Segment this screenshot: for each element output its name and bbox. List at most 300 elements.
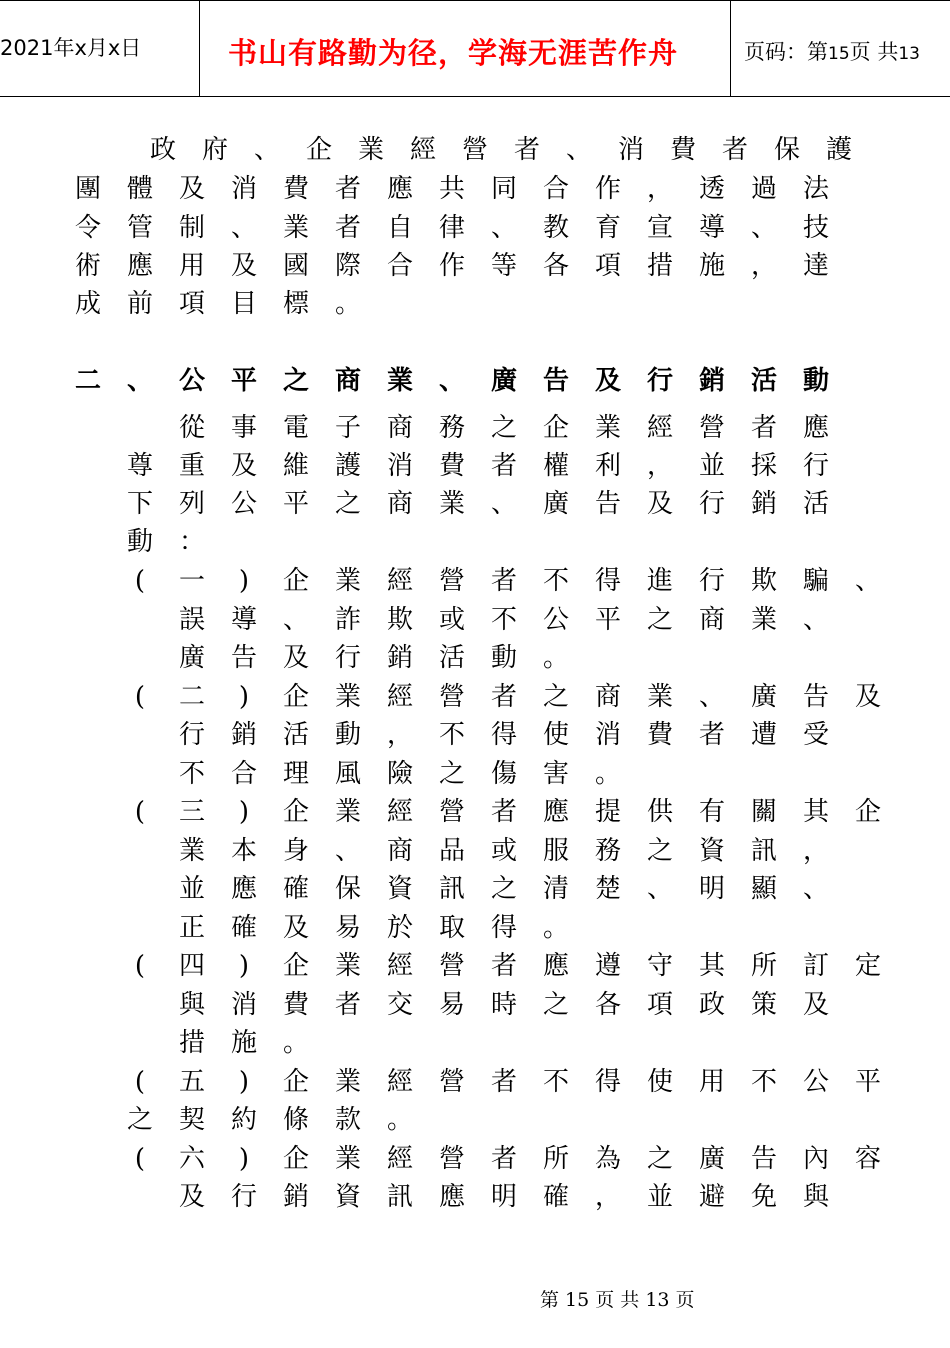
header-divider bbox=[199, 0, 200, 97]
glyph: ) bbox=[238, 951, 250, 981]
text-line bbox=[114, 1062, 894, 1102]
glyph: 六 bbox=[178, 1144, 205, 1174]
glyph: 公 bbox=[542, 605, 569, 635]
text-line bbox=[166, 754, 634, 794]
glyph: 營 bbox=[438, 1067, 465, 1097]
glyph: 經 bbox=[386, 566, 413, 596]
glyph: 銷 bbox=[230, 720, 257, 750]
text-line bbox=[114, 561, 894, 601]
glyph: 同 bbox=[490, 174, 517, 204]
glyph: 企 bbox=[282, 566, 309, 596]
glyph: 業 bbox=[334, 1144, 361, 1174]
glyph: 內 bbox=[802, 1144, 829, 1174]
glyph: 前 bbox=[126, 289, 153, 319]
glyph: 團 bbox=[74, 174, 101, 204]
glyph: 確 bbox=[542, 1182, 569, 1212]
glyph: 款 bbox=[334, 1105, 361, 1135]
glyph: 費 bbox=[646, 720, 673, 750]
glyph: 者 bbox=[334, 990, 361, 1020]
header-bottom-rule bbox=[0, 96, 950, 97]
glyph: 業 bbox=[750, 605, 777, 635]
header-top-rule bbox=[0, 0, 950, 1]
glyph: 者 bbox=[490, 566, 517, 596]
glyph: 動 bbox=[126, 527, 153, 557]
glyph: 府 bbox=[201, 135, 228, 165]
glyph: 動 bbox=[490, 643, 517, 673]
glyph: 技 bbox=[802, 213, 829, 243]
glyph: 行 bbox=[802, 451, 829, 481]
glyph: ( bbox=[134, 797, 146, 827]
glyph: 者 bbox=[334, 213, 361, 243]
text-line bbox=[166, 908, 582, 948]
glyph: 明 bbox=[698, 874, 725, 904]
header-page-number bbox=[744, 36, 920, 66]
glyph: 目 bbox=[230, 289, 257, 319]
glyph: 廣 bbox=[542, 489, 569, 519]
text-line bbox=[166, 869, 842, 909]
glyph: 經 bbox=[386, 1067, 413, 1097]
glyph: 商 bbox=[386, 836, 413, 866]
glyph: 得 bbox=[490, 720, 517, 750]
glyph: 之 bbox=[542, 990, 569, 1020]
glyph: 標 bbox=[282, 289, 309, 319]
glyph: 體 bbox=[126, 174, 153, 204]
glyph: 行 bbox=[646, 366, 673, 396]
glyph: 活 bbox=[750, 366, 777, 396]
glyph: 經 bbox=[646, 413, 673, 443]
glyph: 各 bbox=[594, 990, 621, 1020]
glyph: 之 bbox=[490, 413, 517, 443]
glyph: 業 bbox=[334, 566, 361, 596]
glyph: 平 bbox=[282, 489, 309, 519]
glyph: 者 bbox=[334, 174, 361, 204]
glyph: 騙 bbox=[802, 566, 829, 596]
glyph: 於 bbox=[386, 913, 413, 943]
glyph: 及 bbox=[230, 451, 257, 481]
text-line bbox=[114, 1139, 894, 1179]
glyph: 採 bbox=[750, 451, 777, 481]
glyph: 訂 bbox=[802, 951, 829, 981]
glyph: 應 bbox=[126, 251, 153, 281]
glyph: 之 bbox=[646, 605, 673, 635]
glyph: 消 bbox=[386, 451, 413, 481]
glyph: 行 bbox=[334, 643, 361, 673]
glyph: 不 bbox=[490, 605, 517, 635]
glyph: 易 bbox=[334, 913, 361, 943]
glyph: 供 bbox=[646, 797, 673, 827]
glyph: 使 bbox=[542, 720, 569, 750]
glyph: 三 bbox=[178, 797, 205, 827]
glyph: 害 bbox=[542, 759, 569, 789]
glyph: 消 bbox=[617, 135, 644, 165]
glyph: 不 bbox=[178, 759, 205, 789]
glyph: 從 bbox=[178, 413, 205, 443]
glyph: 或 bbox=[490, 836, 517, 866]
glyph: 平 bbox=[230, 366, 257, 396]
glyph: 風 bbox=[334, 759, 361, 789]
glyph: 告 bbox=[594, 489, 621, 519]
header-divider bbox=[730, 0, 731, 97]
glyph: 資 bbox=[698, 836, 725, 866]
glyph: ) bbox=[238, 797, 250, 827]
glyph: 廣 bbox=[698, 1144, 725, 1174]
glyph: 業 bbox=[282, 213, 309, 243]
glyph: 為 bbox=[594, 1144, 621, 1174]
glyph: 一 bbox=[178, 566, 205, 596]
glyph: 及 bbox=[282, 913, 309, 943]
glyph: 業 bbox=[334, 1067, 361, 1097]
glyph: 各 bbox=[542, 251, 569, 281]
glyph: 及 bbox=[282, 643, 309, 673]
glyph: 廣 bbox=[490, 366, 517, 396]
glyph: 務 bbox=[594, 836, 621, 866]
glyph: 者 bbox=[490, 1067, 517, 1097]
text-line bbox=[166, 1177, 842, 1217]
glyph: 消 bbox=[230, 990, 257, 1020]
glyph: 平 bbox=[594, 605, 621, 635]
text-line bbox=[62, 246, 842, 286]
glyph: 用 bbox=[698, 1067, 725, 1097]
glyph: 費 bbox=[282, 990, 309, 1020]
glyph: 護 bbox=[825, 135, 852, 165]
glyph: 營 bbox=[698, 413, 725, 443]
glyph: 資 bbox=[386, 874, 413, 904]
glyph: 教 bbox=[542, 213, 569, 243]
glyph: 營 bbox=[438, 682, 465, 712]
glyph: 易 bbox=[438, 990, 465, 1020]
glyph: 者 bbox=[490, 451, 517, 481]
glyph: 令 bbox=[74, 213, 101, 243]
glyph: 之 bbox=[438, 759, 465, 789]
glyph: 。 bbox=[386, 1105, 413, 1135]
glyph: 律 bbox=[438, 213, 465, 243]
glyph: 遵 bbox=[594, 951, 621, 981]
glyph: 欺 bbox=[386, 605, 413, 635]
glyph: 者 bbox=[490, 1144, 517, 1174]
glyph: 、 bbox=[565, 135, 592, 165]
page-total: 13 bbox=[898, 44, 920, 64]
glyph: 及 bbox=[178, 1182, 205, 1212]
glyph: 五 bbox=[178, 1067, 205, 1097]
glyph: 權 bbox=[542, 451, 569, 481]
glyph: 提 bbox=[594, 797, 621, 827]
glyph: 透 bbox=[698, 174, 725, 204]
glyph: 品 bbox=[438, 836, 465, 866]
glyph: 消 bbox=[594, 720, 621, 750]
glyph: 之 bbox=[334, 489, 361, 519]
glyph: 動 bbox=[802, 366, 829, 396]
glyph: ， bbox=[802, 836, 829, 866]
glyph: ( bbox=[134, 1067, 146, 1097]
page-prefix: 页码：第 bbox=[744, 40, 828, 64]
glyph: 理 bbox=[282, 759, 309, 789]
glyph: 所 bbox=[750, 951, 777, 981]
text-line bbox=[114, 446, 842, 486]
glyph: 管 bbox=[126, 213, 153, 243]
glyph: 費 bbox=[282, 174, 309, 204]
glyph: 者 bbox=[490, 951, 517, 981]
glyph: 活 bbox=[438, 643, 465, 673]
glyph: 及 bbox=[854, 682, 881, 712]
glyph: 活 bbox=[282, 720, 309, 750]
glyph: 者 bbox=[490, 682, 517, 712]
glyph: 企 bbox=[282, 1067, 309, 1097]
glyph: 廣 bbox=[750, 682, 777, 712]
glyph: 應 bbox=[542, 797, 569, 827]
glyph: 之 bbox=[490, 874, 517, 904]
glyph: 廣 bbox=[178, 643, 205, 673]
glyph: 四 bbox=[178, 951, 205, 981]
glyph: 商 bbox=[698, 605, 725, 635]
glyph: 業 bbox=[357, 135, 384, 165]
glyph: 業 bbox=[178, 836, 205, 866]
glyph: 、 bbox=[334, 836, 361, 866]
glyph: 及 bbox=[230, 251, 257, 281]
header-date: 2021年x月x日 bbox=[0, 36, 142, 60]
text-line bbox=[166, 715, 842, 755]
glyph: 正 bbox=[178, 913, 205, 943]
glyph: 之 bbox=[542, 682, 569, 712]
glyph: 營 bbox=[438, 1144, 465, 1174]
glyph: 得 bbox=[490, 913, 517, 943]
glyph: 業 bbox=[386, 366, 413, 396]
glyph: 遭 bbox=[750, 720, 777, 750]
text-line bbox=[114, 1100, 426, 1140]
glyph: 護 bbox=[334, 451, 361, 481]
text-line bbox=[114, 522, 218, 562]
glyph: 告 bbox=[802, 682, 829, 712]
glyph: 施 bbox=[230, 1028, 257, 1058]
glyph: 關 bbox=[750, 797, 777, 827]
glyph: 者 bbox=[698, 720, 725, 750]
glyph: 應 bbox=[386, 174, 413, 204]
glyph: 商 bbox=[594, 682, 621, 712]
glyph: 契 bbox=[178, 1105, 205, 1135]
page-current: 15 bbox=[828, 44, 850, 64]
glyph: 得 bbox=[594, 1067, 621, 1097]
glyph: 國 bbox=[282, 251, 309, 281]
glyph: 定 bbox=[854, 951, 881, 981]
glyph: 清 bbox=[542, 874, 569, 904]
glyph: 務 bbox=[438, 413, 465, 443]
glyph: 並 bbox=[178, 874, 205, 904]
glyph: 電 bbox=[282, 413, 309, 443]
glyph: ： bbox=[178, 527, 205, 557]
glyph: 告 bbox=[230, 643, 257, 673]
glyph: 企 bbox=[542, 413, 569, 443]
glyph: 誤 bbox=[178, 605, 205, 635]
glyph: 消 bbox=[230, 174, 257, 204]
glyph: 有 bbox=[698, 797, 725, 827]
glyph: 銷 bbox=[750, 489, 777, 519]
glyph: 企 bbox=[282, 1144, 309, 1174]
glyph: 所 bbox=[542, 1144, 569, 1174]
glyph: ， bbox=[646, 451, 673, 481]
glyph: 法 bbox=[802, 174, 829, 204]
glyph: 確 bbox=[282, 874, 309, 904]
glyph: 商 bbox=[386, 489, 413, 519]
glyph: 合 bbox=[230, 759, 257, 789]
glyph: 費 bbox=[669, 135, 696, 165]
glyph: 受 bbox=[802, 720, 829, 750]
glyph: 業 bbox=[334, 682, 361, 712]
glyph: 應 bbox=[542, 951, 569, 981]
glyph: 導 bbox=[230, 605, 257, 635]
glyph: 事 bbox=[230, 413, 257, 443]
glyph: ) bbox=[238, 1144, 250, 1174]
glyph: 訊 bbox=[750, 836, 777, 866]
glyph: 、 bbox=[802, 874, 829, 904]
glyph: 經 bbox=[386, 1144, 413, 1174]
glyph: 守 bbox=[646, 951, 673, 981]
glyph: 重 bbox=[178, 451, 205, 481]
glyph: 楚 bbox=[594, 874, 621, 904]
glyph: 政 bbox=[698, 990, 725, 1020]
glyph: 、 bbox=[698, 682, 725, 712]
glyph: 策 bbox=[750, 990, 777, 1020]
glyph: 身 bbox=[282, 836, 309, 866]
glyph: 告 bbox=[750, 1144, 777, 1174]
text-line bbox=[166, 1023, 322, 1063]
glyph: 經 bbox=[386, 682, 413, 712]
glyph: 行 bbox=[230, 1182, 257, 1212]
glyph: 行 bbox=[698, 489, 725, 519]
glyph: 。 bbox=[334, 289, 361, 319]
glyph: 二 bbox=[74, 366, 101, 396]
page-footer: 第 15 页 共 13 页 bbox=[540, 1289, 695, 1311]
glyph: ， bbox=[646, 174, 673, 204]
glyph: 欺 bbox=[750, 566, 777, 596]
glyph: 商 bbox=[334, 366, 361, 396]
glyph: 措 bbox=[646, 251, 673, 281]
glyph: 營 bbox=[438, 951, 465, 981]
glyph: 企 bbox=[282, 682, 309, 712]
glyph: 合 bbox=[542, 174, 569, 204]
glyph: 不 bbox=[542, 1067, 569, 1097]
glyph: ， bbox=[750, 251, 777, 281]
glyph: 之 bbox=[126, 1105, 153, 1135]
glyph: 育 bbox=[594, 213, 621, 243]
glyph: 使 bbox=[646, 1067, 673, 1097]
glyph: ) bbox=[238, 566, 250, 596]
glyph: 經 bbox=[386, 797, 413, 827]
glyph: 得 bbox=[594, 566, 621, 596]
glyph: 行 bbox=[178, 720, 205, 750]
glyph: 確 bbox=[230, 913, 257, 943]
glyph: 施 bbox=[698, 251, 725, 281]
glyph: ) bbox=[238, 1067, 250, 1097]
glyph: 訊 bbox=[386, 1182, 413, 1212]
glyph: 之 bbox=[646, 836, 673, 866]
text-line bbox=[166, 985, 842, 1025]
glyph: 免 bbox=[750, 1182, 777, 1212]
header-motto: 书山有路勤为径，学海无涯苦作舟 bbox=[228, 36, 679, 70]
glyph: ( bbox=[134, 682, 146, 712]
glyph: 、 bbox=[230, 213, 257, 243]
glyph: 商 bbox=[386, 413, 413, 443]
glyph: 作 bbox=[438, 251, 465, 281]
text-line bbox=[62, 284, 374, 324]
glyph: 經 bbox=[386, 951, 413, 981]
glyph: 險 bbox=[386, 759, 413, 789]
glyph: 過 bbox=[750, 174, 777, 204]
glyph: ， bbox=[594, 1182, 621, 1212]
glyph: 活 bbox=[802, 489, 829, 519]
glyph: 項 bbox=[646, 990, 673, 1020]
glyph: 達 bbox=[802, 251, 829, 281]
text-line bbox=[62, 208, 842, 248]
glyph: 成 bbox=[74, 289, 101, 319]
glyph: 企 bbox=[282, 797, 309, 827]
glyph: 者 bbox=[490, 797, 517, 827]
glyph: 。 bbox=[542, 913, 569, 943]
glyph: 、 bbox=[802, 605, 829, 635]
page-mid: 页 共 bbox=[849, 40, 899, 64]
glyph: 保 bbox=[334, 874, 361, 904]
glyph: 子 bbox=[334, 413, 361, 443]
glyph: 其 bbox=[698, 951, 725, 981]
glyph: 銷 bbox=[282, 1182, 309, 1212]
glyph: 銷 bbox=[698, 366, 725, 396]
glyph: 之 bbox=[646, 1144, 673, 1174]
glyph: 營 bbox=[438, 797, 465, 827]
glyph: 制 bbox=[178, 213, 205, 243]
glyph: 與 bbox=[802, 1182, 829, 1212]
glyph: 企 bbox=[282, 951, 309, 981]
glyph: 之 bbox=[282, 366, 309, 396]
glyph: 項 bbox=[594, 251, 621, 281]
glyph: 其 bbox=[802, 797, 829, 827]
glyph: 共 bbox=[438, 174, 465, 204]
glyph: 服 bbox=[542, 836, 569, 866]
glyph: 行 bbox=[698, 566, 725, 596]
glyph: 及 bbox=[178, 174, 205, 204]
glyph: 營 bbox=[438, 566, 465, 596]
glyph: 合 bbox=[386, 251, 413, 281]
glyph: 並 bbox=[646, 1182, 673, 1212]
glyph: 者 bbox=[513, 135, 540, 165]
glyph: 導 bbox=[698, 213, 725, 243]
glyph: 者 bbox=[750, 413, 777, 443]
text-line bbox=[166, 600, 842, 640]
glyph: ) bbox=[238, 682, 250, 712]
glyph: 本 bbox=[230, 836, 257, 866]
text-line bbox=[137, 130, 865, 170]
glyph: 者 bbox=[721, 135, 748, 165]
glyph: 交 bbox=[386, 990, 413, 1020]
glyph: 項 bbox=[178, 289, 205, 319]
glyph: 傷 bbox=[490, 759, 517, 789]
text-line bbox=[166, 638, 582, 678]
glyph: 或 bbox=[438, 605, 465, 635]
glyph: 。 bbox=[542, 643, 569, 673]
glyph: 下 bbox=[126, 489, 153, 519]
glyph: 取 bbox=[438, 913, 465, 943]
glyph: 進 bbox=[646, 566, 673, 596]
glyph: ( bbox=[134, 951, 146, 981]
glyph: 術 bbox=[74, 251, 101, 281]
glyph: 企 bbox=[305, 135, 332, 165]
glyph: 宣 bbox=[646, 213, 673, 243]
glyph: 措 bbox=[178, 1028, 205, 1058]
text-line bbox=[114, 484, 842, 524]
glyph: 動 bbox=[334, 720, 361, 750]
text-line bbox=[166, 831, 842, 871]
glyph: ( bbox=[134, 566, 146, 596]
glyph: 公 bbox=[802, 1067, 829, 1097]
glyph: 平 bbox=[854, 1067, 881, 1097]
glyph: 及 bbox=[646, 489, 673, 519]
